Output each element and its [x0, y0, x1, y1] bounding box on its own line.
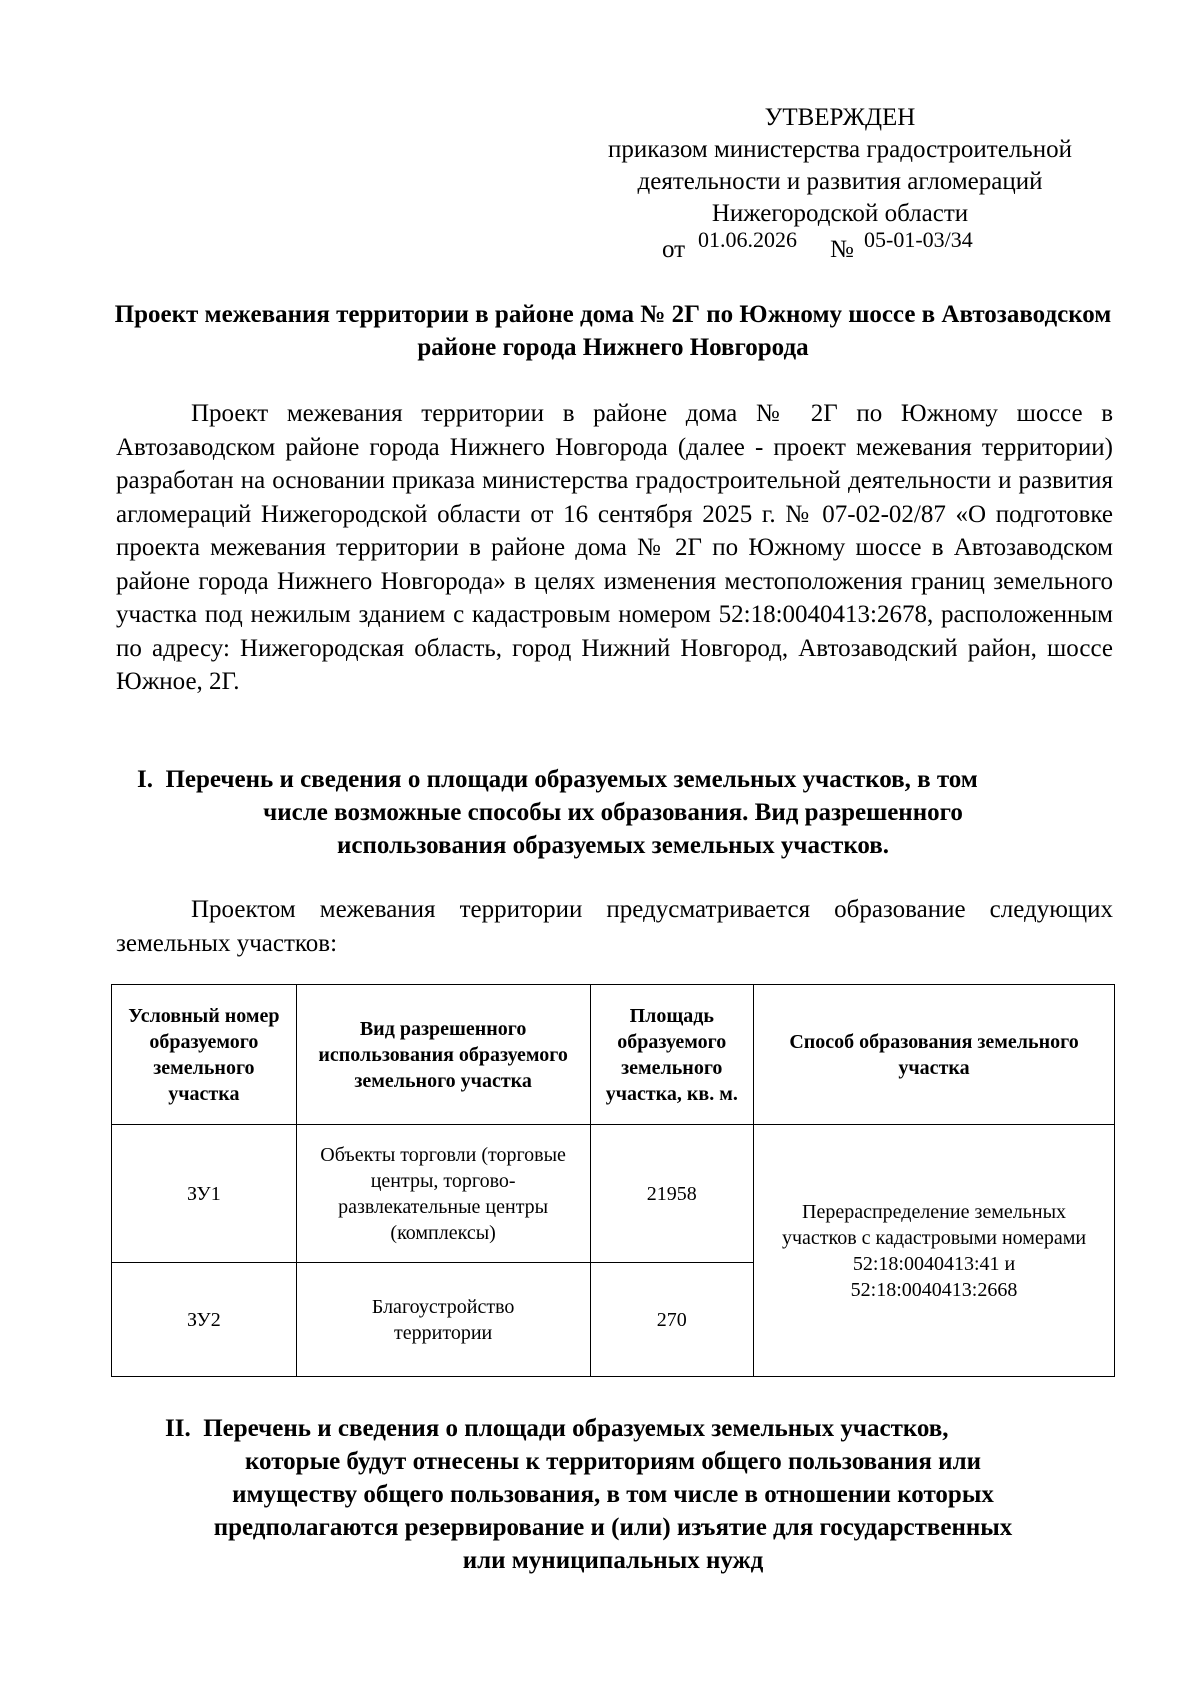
approval-number: 05-01-03/34 — [864, 227, 973, 252]
cell-permitted-use: Объекты торговли (торговые центры, торгово-развлекательные центры (комплексы) — [296, 1125, 590, 1263]
approval-title: УТВЕРЖДЕН — [764, 104, 916, 131]
section-2-numeral: II. — [165, 1415, 191, 1442]
section-2-heading-line-5: или муниципальных нужд — [462, 1547, 764, 1574]
section-2-heading-line-4: предполагаются резервирование и (или) изъятие для государственных — [213, 1514, 1013, 1541]
section-1-heading-line-2: числе возможные способы их образования. Вид разрешенного — [263, 799, 963, 826]
approval-date-line — [560, 227, 1120, 263]
table-row — [112, 1125, 1115, 1263]
section-2-heading — [110, 1412, 1116, 1577]
header-plot-number: Условный номер образуемого земельного участка — [112, 985, 297, 1125]
table-header-row — [112, 985, 1115, 1125]
approval-line-3: Нижегородской области — [711, 200, 969, 227]
land-plots-table — [111, 984, 1115, 1377]
header-permitted-use: Вид разрешенного использования образуемого земельного участка — [296, 985, 590, 1125]
approval-ot-label: от — [662, 236, 686, 263]
intro-paragraph: Проект межевания территории в районе дома № 2Г по Южному шоссе в Автозаводском районе города Нижнего Новгорода (далее - проект межевания территории) разработан на основании приказа министерства градостроительной деятельности и развития агломераций Нижегородской области от 16 сентября 2025 г. № 07-02-02/87 «О подготовке проекта межевания территории в районе дома № 2Г по Южному шоссе в Автозаводском районе города Нижнего Новгорода» в целях изменения местоположения границ земельного участка под нежилым зданием с кадастровым номером 52:18:0040413:2678, расположенным по адресу: Нижегородская область, город Нижний Новгород, Автозаводский район, шоссе Южное, 2Г. — [116, 400, 1113, 695]
approval-line-1: приказом министерства градостроительной — [608, 136, 1072, 163]
section-1-heading-text-1: Перечень и сведения о площади образуемых земельных участков, в том — [165, 766, 978, 793]
document-title: Проект межевания территории в районе дома № 2Г по Южному шоссе в Автозаводском районе города Нижнего Новгорода — [114, 301, 1112, 361]
cell-plot-number: ЗУ2 — [112, 1263, 297, 1377]
cell-permitted-use: Благоустройство территории — [296, 1263, 590, 1377]
section-1-heading-line-3: использования образуемых земельных участков. — [336, 832, 890, 859]
section-2-heading-line-2: которые будут отнесены к территориям общего пользования или — [244, 1448, 982, 1475]
section-2-heading-line-3: имуществу общего пользования, в том числе в отношении которых — [232, 1481, 994, 1508]
approval-date: 01.06.2026 — [698, 227, 797, 252]
section-1-paragraph: Проектом межевания территории предусматривается образование следующих земельных участков: — [116, 896, 1113, 957]
cell-plot-number: ЗУ1 — [112, 1125, 297, 1263]
section-1-numeral: I. — [137, 766, 153, 793]
header-formation-method: Способ образования земельного участка — [754, 985, 1115, 1125]
section-2-heading-line-1 — [110, 1412, 1116, 1445]
approval-block — [560, 102, 1120, 262]
section-1-heading — [110, 763, 1116, 862]
approval-line-2: деятельности и развития агломераций — [637, 168, 1043, 195]
cell-formation-method: Перераспределение земельных участков с кадастровыми номерами 52:18:0040413:41 и 52:18:0040413:2668 — [754, 1125, 1115, 1377]
approval-number-sign: № — [830, 236, 854, 263]
cell-area: 270 — [590, 1263, 754, 1377]
header-area: Площадь образуемого земельного участка, кв. м. — [590, 985, 754, 1125]
cell-area: 21958 — [590, 1125, 754, 1263]
section-1-heading-line-1 — [110, 763, 1116, 796]
section-2-heading-text-1: Перечень и сведения о площади образуемых земельных участков, — [203, 1415, 949, 1442]
